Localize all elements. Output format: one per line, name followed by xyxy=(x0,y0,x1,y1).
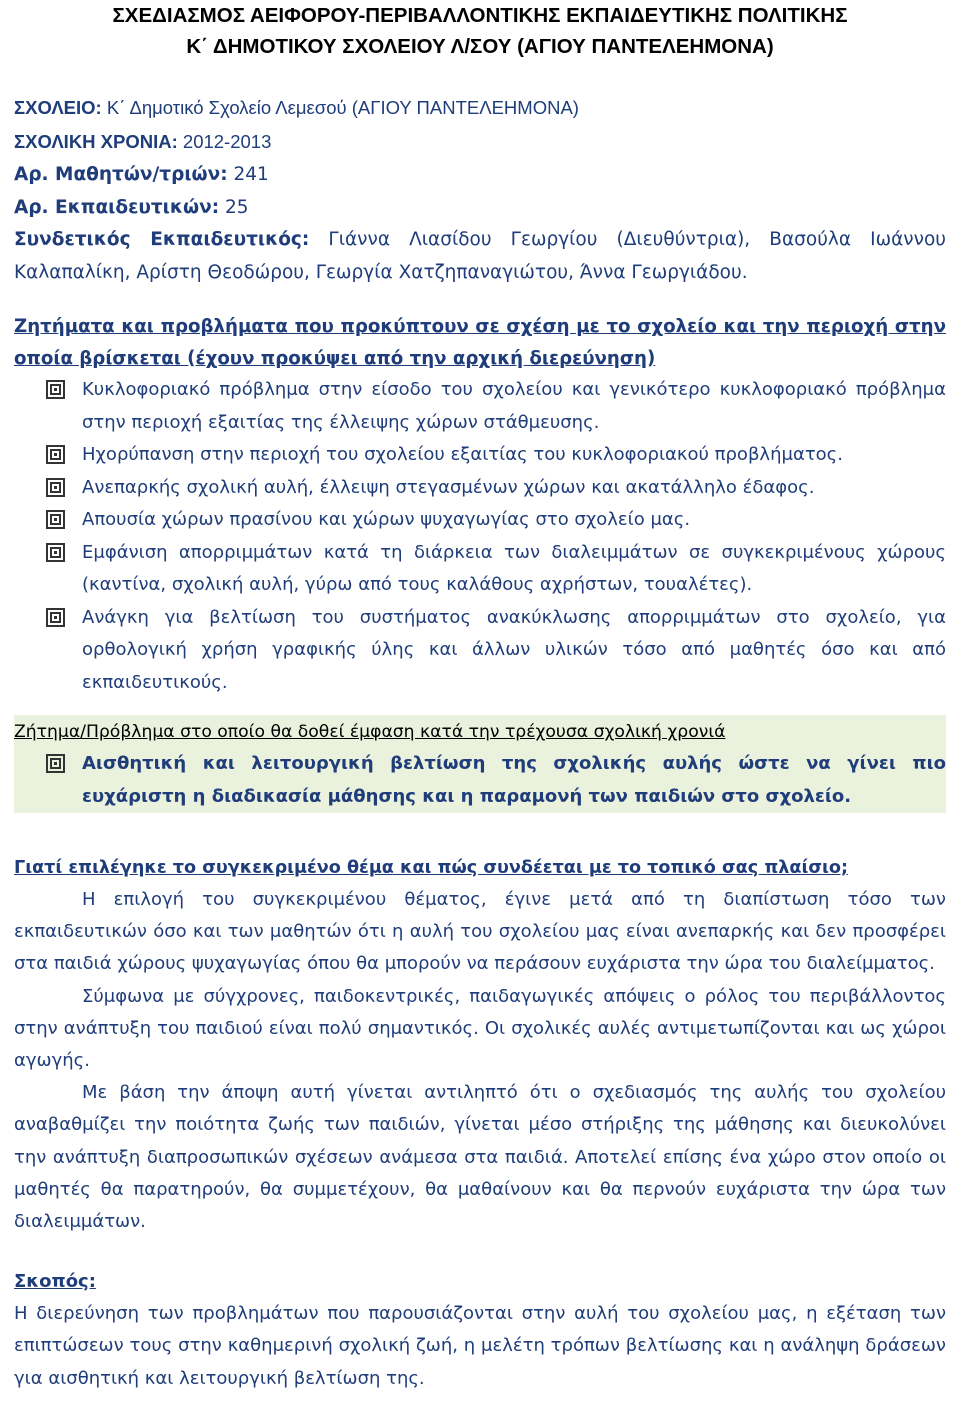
title-line-1: ΣΧΕΔΙΑΣΜΟΣ ΑΕΙΦΟΡΟΥ-ΠΕΡΙΒΑΛΛΟΝΤΙΚΗΣ ΕΚΠΑΙΔΕΥΤΙΚΗΣ ΠΟΛΙΤΙΚΗΣ xyxy=(112,4,848,27)
coordinator-value: Γιάννα Λιασίδου Γεωργίου (Διευθύντρια), Βασούλα Ιωάννου Καλαπαλίκη, Αρίστη Θεοδώρου, Γεωργία Χατζηπαναγιώτου, Άννα Γεωργιάδου. xyxy=(14,229,946,283)
school-label: ΣΧΟΛΕΙΟ: xyxy=(14,97,102,118)
list-item-text: Ανάγκη για βελτίωση του συστήματος ανακύκλωσης απορριμμάτων στο σχολείο, για ορθολογική χρήση γραφικής ύλης και άλλων υλικών τόσο από μαθητές όσο και από εκπαιδευτικούς. xyxy=(82,606,946,693)
list-item-text: Ηχορύπανση στην περιοχή του σχολείου εξαιτίας του κυκλοφοριακού προβλήματος. xyxy=(82,444,843,465)
list-item-text: Εμφάνιση απορριμμάτων κατά τη διάρκεια των διαλειμμάτων σε συγκεκριμένους χώρους (καντίνα, σχολική αυλή, γύρω από τους καλάθους αχρήστων, τουαλέτες). xyxy=(82,541,946,595)
year-label: ΣΧΟΛΙΚΗ ΧΡΟΝΙΑ: xyxy=(14,130,178,152)
goal-text: Η διερεύνηση των προβλημάτων που παρουσιάζονται στην αυλή του σχολείου μας, η εξέταση των επιπτώσεων τους στην καθημερινή σχολική ζωή, η μελέτη τρόπων βελτίωσης και η ανάληψη δράσεων για αισθητική και λειτουργική βελτίωση της. xyxy=(14,1303,946,1389)
students-value: 241 xyxy=(227,164,269,185)
year-value: 2012-2013 xyxy=(177,130,272,152)
list-item xyxy=(14,374,946,439)
list-item xyxy=(14,504,946,537)
square-bullet-icon xyxy=(46,510,65,529)
square-bullet-icon xyxy=(46,445,65,464)
school-info xyxy=(14,92,946,289)
why-section xyxy=(14,884,946,1238)
why-heading: Γιατί επιλέγηκε το συγκεκριμένο θέμα και πώς συνδέεται με το τοπικό σας πλαίσιο; xyxy=(14,858,848,878)
focus-item-text: Αισθητική και λειτουργική βελτίωση της σχολικής αυλής ώστε να γίνει πιο ευχάριστη η διαδικασία μάθησης και η παραμονή των παιδιών στο σχολείο. xyxy=(82,753,946,807)
goal-section xyxy=(14,1298,946,1395)
document-title xyxy=(14,0,946,62)
teachers-value: 25 xyxy=(219,196,249,218)
school-row xyxy=(14,92,946,126)
teachers-label: Αρ. Εκπαιδευτικών: xyxy=(14,196,220,218)
title-line-2: Κ΄ ΔΗΜΟΤΙΚΟΥ ΣΧΟΛΕΙΟΥ Λ/ΣΟΥ (ΑΓΙΟΥ ΠΑΝΤΕΛΕΗΜΟΝΑ) xyxy=(186,35,774,58)
paragraph: Με βάση την άποψη αυτή γίνεται αντιληπτό ότι ο σχεδιασμός της αυλής του σχολείου αναβαθμίζει την ποιότητα ζωής των παιδιών, γίνεται μέσο στήριξης της μάθησης και διευκολύνει την ανάπτυξη διαπροσωπικών σχέσεων ανάμεσα στα παιδιά. Αποτελεί επίσης ένα χώρο στον οποίο οι μαθητές θα παρατηρούν, θα συμμετέχουν, θα μαθαίνουν και θα περνούν ευχάριστα την ώρα των διαλειμμάτων. xyxy=(14,1082,946,1233)
list-item xyxy=(14,439,946,472)
school-value: Κ΄ Δημοτικό Σχολείο Λεμεσού (ΑΓΙΟΥ ΠΑΝΤΕΛΕΗΜΟΝΑ) xyxy=(101,97,579,118)
focus-section xyxy=(14,715,946,813)
square-bullet-icon xyxy=(46,543,65,562)
goal-heading: Σκοπός: xyxy=(14,1271,96,1293)
list-item xyxy=(14,472,946,505)
list-item xyxy=(14,537,946,602)
square-bullet-icon xyxy=(46,478,65,497)
coordinator-label: Συνδετικός Εκπαιδευτικός: xyxy=(14,229,310,250)
list-item-text: Απουσία χώρων πρασίνου και χώρων ψυχαγωγίας στο σχολείο μας. xyxy=(82,509,691,530)
square-bullet-icon xyxy=(46,608,65,627)
issues-list xyxy=(14,374,946,699)
list-item-text: Ανεπαρκής σχολική αυλή, έλλειψη στεγασμένων χώρων και ακατάλληλο έδαφος. xyxy=(82,476,815,498)
teachers-row xyxy=(14,192,946,225)
square-bullet-icon xyxy=(46,380,65,399)
year-row xyxy=(14,126,946,160)
square-bullet-icon xyxy=(46,754,65,773)
list-item-text: Κυκλοφοριακό πρόβλημα στην είσοδο του σχολείου και γενικότερο κυκλοφοριακό πρόβλημα στην περιοχή εξαιτίας της έλλειψης χώρων στάθμευσης. xyxy=(82,379,946,433)
paragraph: Σύμφωνα με σύγχρονες, παιδοκεντρικές, παιδαγωγικές απόψεις ο ρόλος του περιβάλλοντος στην ανάπτυξη του παιδιού είναι πολύ σημαντικός. Οι σχολικές αυλές αντιμετωπίζονται και ως χώροι αγωγής. xyxy=(14,985,946,1072)
list-item xyxy=(14,602,946,700)
students-label: Αρ. Μαθητών/τριών: xyxy=(14,164,228,185)
students-row xyxy=(14,159,946,192)
focus-list xyxy=(14,748,946,813)
coordinator-row xyxy=(14,224,946,289)
focus-heading: Ζήτημα/Πρόβλημα στο οποίο θα δοθεί έμφαση κατά την τρέχουσα σχολική χρονιά xyxy=(14,722,726,742)
issues-heading: Ζητήματα και προβλήματα που προκύπτουν σε σχέση με το σχολείο και την περιοχή στην οποία βρίσκεται (έχουν προκύψει από την αρχική διερεύνηση) xyxy=(14,316,946,369)
paragraph: Η επιλογή του συγκεκριμένου θέματος, έγινε μετά από τη διαπίστωση τόσο των εκπαιδευτικών όσο και των μαθητών ότι η αυλή του σχολείου μας είναι ανεπαρκής και δεν προσφέρει στα παιδιά χώρους ψυχαγωγίας όπου θα μπορούν να περάσουν ευχάριστα την ώρα του διαλείμματος. xyxy=(14,889,946,975)
list-item xyxy=(14,748,946,813)
